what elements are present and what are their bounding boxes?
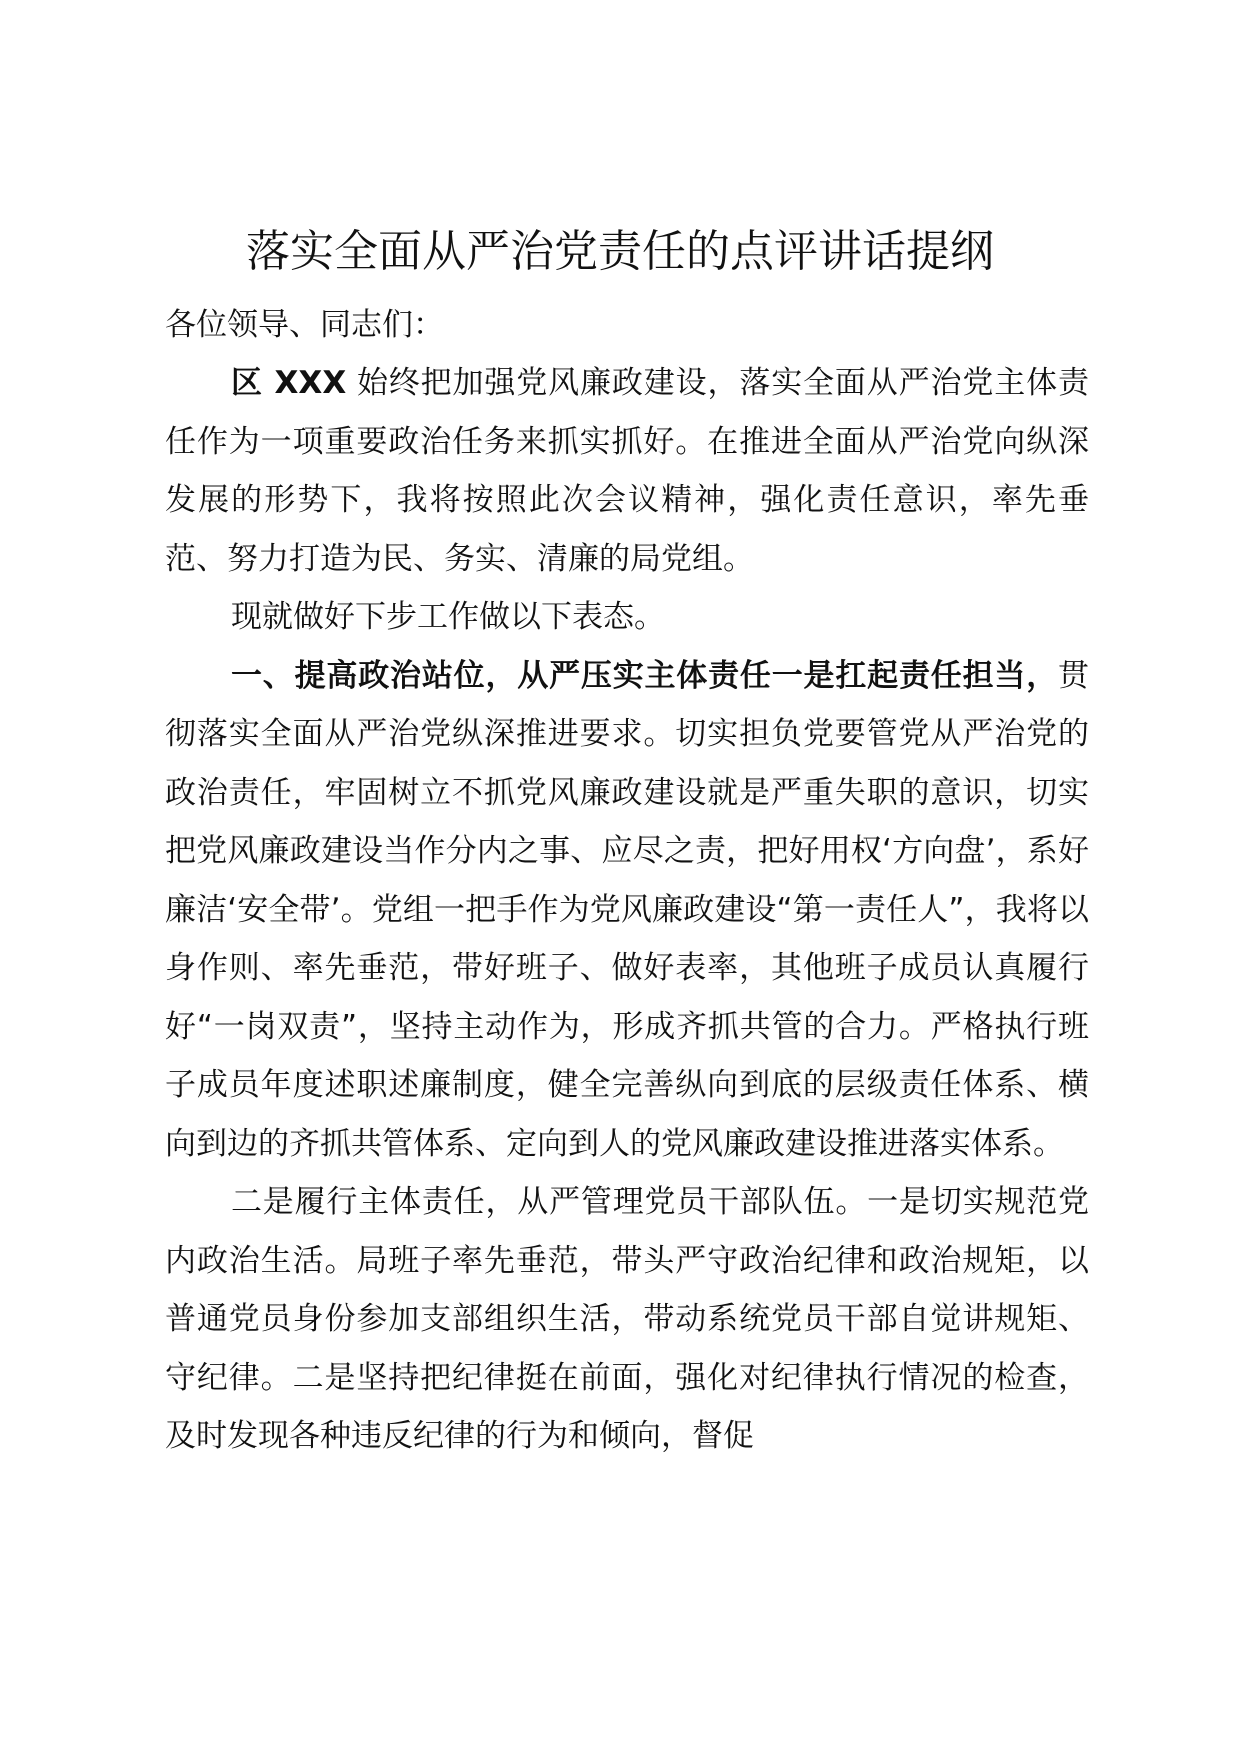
paragraph-intro-text: 始终把加强党风廉政建设，落实全面从严治党主体责任作为一项重要政治任务来抓实抓好。在推进全面从严治党向纵深发展的形势下，我将按照此次会议精神，强化责任意识，率先垂范、努力打造为民、务实、清廉的局党组。	[165, 365, 1089, 577]
paragraph-intro-lead: 区 XXX	[231, 365, 347, 401]
paragraph-statement: 现就做好下步工作做以下表态。	[231, 599, 665, 635]
paragraph-section-two: 二是履行主体责任，从严管理党员干部队伍。一是切实规范党内政治生活。局班子率先垂范，带头严守政治纪律和政治规矩，以普通党员身份参加支部组织生活，带动系统党员干部自觉讲规矩、守纪律。二是坚持把纪律挺在前面，强化对纪律执行情况的检查，及时发现各种违反纪律的行为和倾向，督促	[165, 1184, 1089, 1454]
document-body	[165, 296, 1089, 1466]
document-title: 落实全面从严治党责任的点评讲话提纲	[246, 226, 994, 277]
section-one-text: 贯彻落实全面从严治党纵深推进要求。切实担负党要管党从严治党的政治责任，牢固树立不抓党风廉政建设就是严重失职的意识，切实把党风廉政建设当作分内之事、应尽之责，把好用权‘方向盘’，系好廉洁‘安全带’。党组一把手作为党风廉政建设“第一责任人”，我将以身作则、率先垂范，带好班子、做好表率，其他班子成员认真履行好“一岗双责”，坚持主动作为，形成齐抓共管的合力。严格执行班子成员年度述职述廉制度，健全完善纵向到底的层级责任体系、横向到边的齐抓共管体系、定向到人的党风廉政建设推进落实体系。	[165, 657, 1089, 1162]
salutation: 各位领导、同志们：	[165, 307, 444, 343]
paragraph-intro	[165, 354, 1089, 588]
paragraph-section-one	[165, 647, 1089, 1174]
section-one-heading: 一、提高政治站位，从严压实主体责任一是扛起责任担当，	[231, 657, 1058, 694]
